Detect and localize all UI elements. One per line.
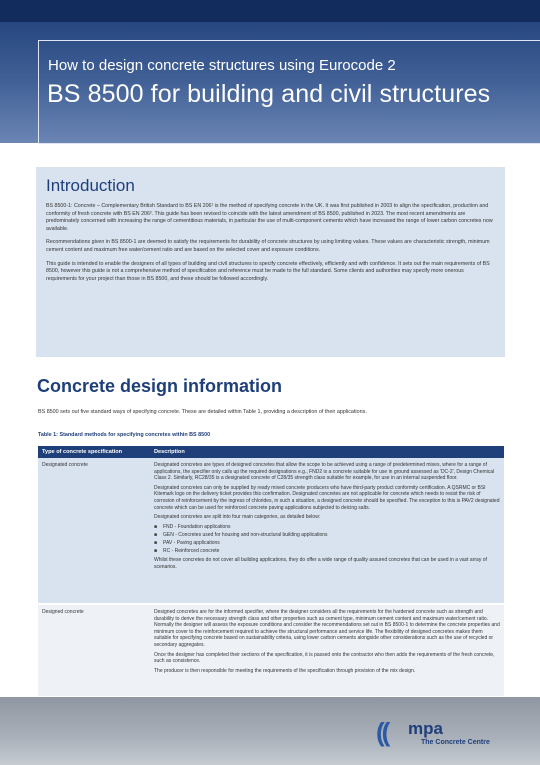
row-type-cell: Designed concrete: [38, 604, 150, 696]
logo-arcs-icon: ((: [376, 717, 388, 747]
list-item: ■ FND - Foundation applications: [154, 524, 500, 531]
intro-paragraph-1: BS 8500-1: Concrete – Complementary British Standard to BS EN 206¹ is the method of specifying concrete in the UK. It was first published in 2003 to align the specification, production and conformity of fresh concrete with BS EN 206². This guide has been revised to coincide with the latest amendment of BS 8500, published in 2023. The most recent amendments are predominately concerned with increasing the range of cementitious materials, in particular the use of multi-component cements which have increased the range of lower carbon concretes now available.: [46, 203, 493, 232]
logo-tagline: The Concrete Centre: [421, 739, 490, 746]
description-paragraph: Designated concretes are split into four main categories, as detailed below:: [154, 514, 321, 521]
header-top-strip: [0, 0, 540, 22]
list-item: ■ GEN - Concretes used for housing and non-structural building applications: [154, 532, 500, 539]
design-info-text: BS 8500 sets out five standard ways of specifying concrete. These are detailed within Table 1, providing a description of their applications.: [38, 409, 367, 415]
description-paragraph: Whilst these concretes do not cover all building applications, they do offer a wide range of quality assured concretes that can be used in a vast array of scenarios.: [154, 557, 487, 570]
table-header-row: [38, 446, 504, 458]
description-paragraph: Designated concretes can only be supplied by ready mixed concrete producers who have third-party product conformity certification. A QSRMC or BSI Kitemark logo on the delivery ticket provides this confirmation. Designated concretes are not applicable for concrete which needs to resist the risk of corrosion of reinforcement by the ingress of chlorides, in such a situation, a designed concrete should be specified. The exception to this is PAV2 designated concrete which can be used for reinforced concrete paving applications subjected to deicing salts.: [154, 484, 500, 511]
table-row: [38, 604, 504, 696]
series-subtitle: How to design concrete structures using Eurocode 2: [48, 57, 396, 74]
row-description-cell: [150, 604, 504, 696]
list-item: ■ PAV - Paving applications: [154, 540, 500, 547]
description-paragraph: The producer is then responsible for meeting the requirements of the specification through provision of the mix design.: [154, 667, 416, 674]
document-title: BS 8500 for building and civil structures: [47, 80, 491, 108]
row-description-cell: [150, 458, 504, 604]
table-caption: Table 1: Standard methods for specifying concretes within BS 8500: [38, 432, 211, 438]
description-paragraph: Once the designer has completed their sections of the specification, it is passed onto the contractor who then adds the requirements of the fresh concrete, such as consistence.: [154, 651, 495, 665]
intro-paragraph-3: This guide is intended to enable the designers of all types of building and civil structures to specify concrete effectively, efficiently and with confidence. It sets out the main requirements of BS 8500, however this guide is not a comprehensive method of specification and reference must be made to the full standard. Some clients and authorities may specify more onerous requirements for your project than those in BS 8500, and these should be followed accordingly.: [46, 260, 490, 282]
column-header-type: Type of concrete specification: [38, 446, 150, 458]
row-type-cell: Designated concrete: [38, 458, 150, 604]
column-header-description: Description: [150, 446, 504, 458]
category-list: [154, 524, 500, 555]
specification-methods-table: [38, 446, 504, 696]
introduction-heading: Introduction: [46, 176, 135, 195]
introduction-panel: [36, 167, 505, 357]
logo-wordmark: mpa: [408, 719, 443, 738]
mpa-logo: [376, 717, 506, 757]
design-info-heading: Concrete design information: [37, 376, 283, 396]
intro-paragraph-2: Recommendations given in BS 8500-1 are deemed to satisfy the requirements for durability of concrete structures by using limiting values. These values are characteristic strength, minimum cement content and maximum free water/cement ratio and are based on the selected cover and exposure conditions.: [46, 239, 490, 253]
list-item: ■ RC - Reinforced concrete: [154, 548, 500, 555]
description-paragraph: Designed concretes are for the informed specifier, where the designer considers all the requirements for the hardened concrete such as strength and durability to derive the necessary strength class and other properties such as cement type, minimum cement content and maximum water/cement ratio. Normally the designer will assess the exposure conditions and consider the recommendations set out in BS 8500-1 to determine the concrete properties and minimum cover to the reinforcement required to achieve the structural performance and service life. The flexibility of designed concretes makes them suitable for specifying concrete based on sustainability criteria, using lower carbon cements alongside other considerations such as the use of recycled or secondary aggregates.: [154, 609, 500, 648]
table-row: [38, 458, 504, 604]
description-paragraph: Designated concretes are types of designed concretes that allow the scope to be achieved using a range of predetermined mixes, where for a range of applications, the specifier only calls up the required designations e.g., FND2 is a concrete suitable for use in ground assessed as 'DC-2', Design Chemical Class 2. Similarly, RC28/35 is a designated concrete of C28/35 strength class suitable for example, for use in an internal suspended floor.: [154, 462, 495, 482]
